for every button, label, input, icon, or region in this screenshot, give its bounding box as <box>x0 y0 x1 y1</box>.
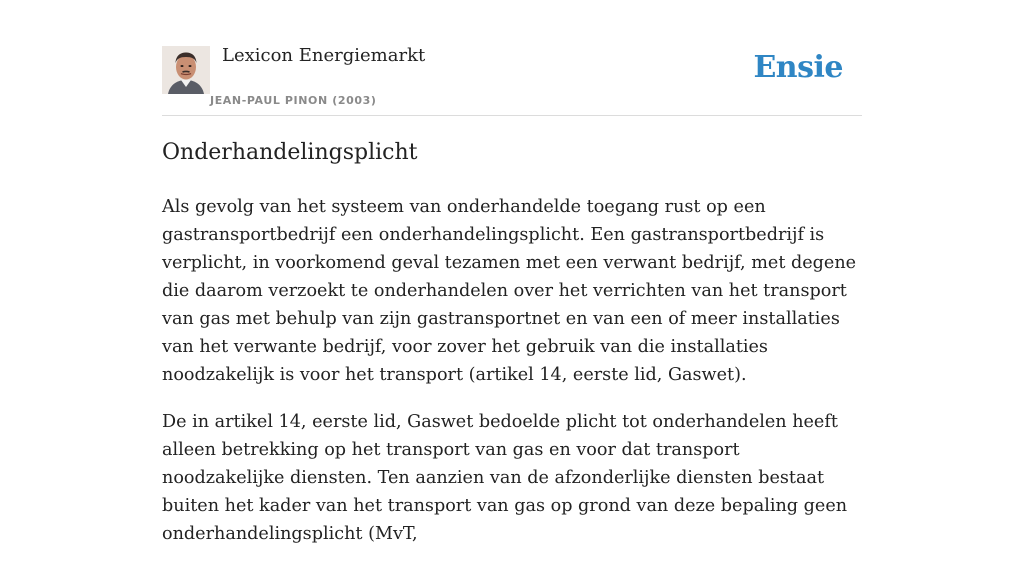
body-paragraph: Als gevolg van het systeem van onderhandelde toegang rust op een gastransportbedrijf een onderhandelingsplicht. Een gastransportbedrijf is verplicht, in voorkomend geval tezamen met een verwant bedrijf, met degene die daarom verzoekt te onderhandelen over het verrichten van het transport van gas met behulp van zijn gastransportnet en van een of meer installaties van het verwante bedrijf, voor zover het gebruik van die installaties noodzakelijk is voor het transport (artikel 14, eerste lid, Gaswet). <box>162 197 857 385</box>
entry-title: Onderhandelingsplicht <box>162 140 418 165</box>
book-title[interactable]: Lexicon Energiemarkt <box>222 45 426 66</box>
header <box>162 0 862 116</box>
body-paragraph: De in artikel 14, eerste lid, Gaswet bedoelde plicht tot onderhandelen heeft alleen betrekking op het transport van gas en voor dat transport noodzakelijke diensten. Ten aanzien van de afzonderlijke diensten bestaat buiten het kader van het transport van gas op grond van deze bepaling geen onderhandelingsplicht (MvT, <box>162 412 848 544</box>
entry-body <box>162 193 862 567</box>
ensie-logo[interactable]: Ensie <box>753 50 843 85</box>
author-portrait-icon <box>162 46 210 94</box>
author-avatar[interactable] <box>162 46 210 94</box>
author-name: JEAN-PAUL PINON (2003) <box>210 94 377 107</box>
